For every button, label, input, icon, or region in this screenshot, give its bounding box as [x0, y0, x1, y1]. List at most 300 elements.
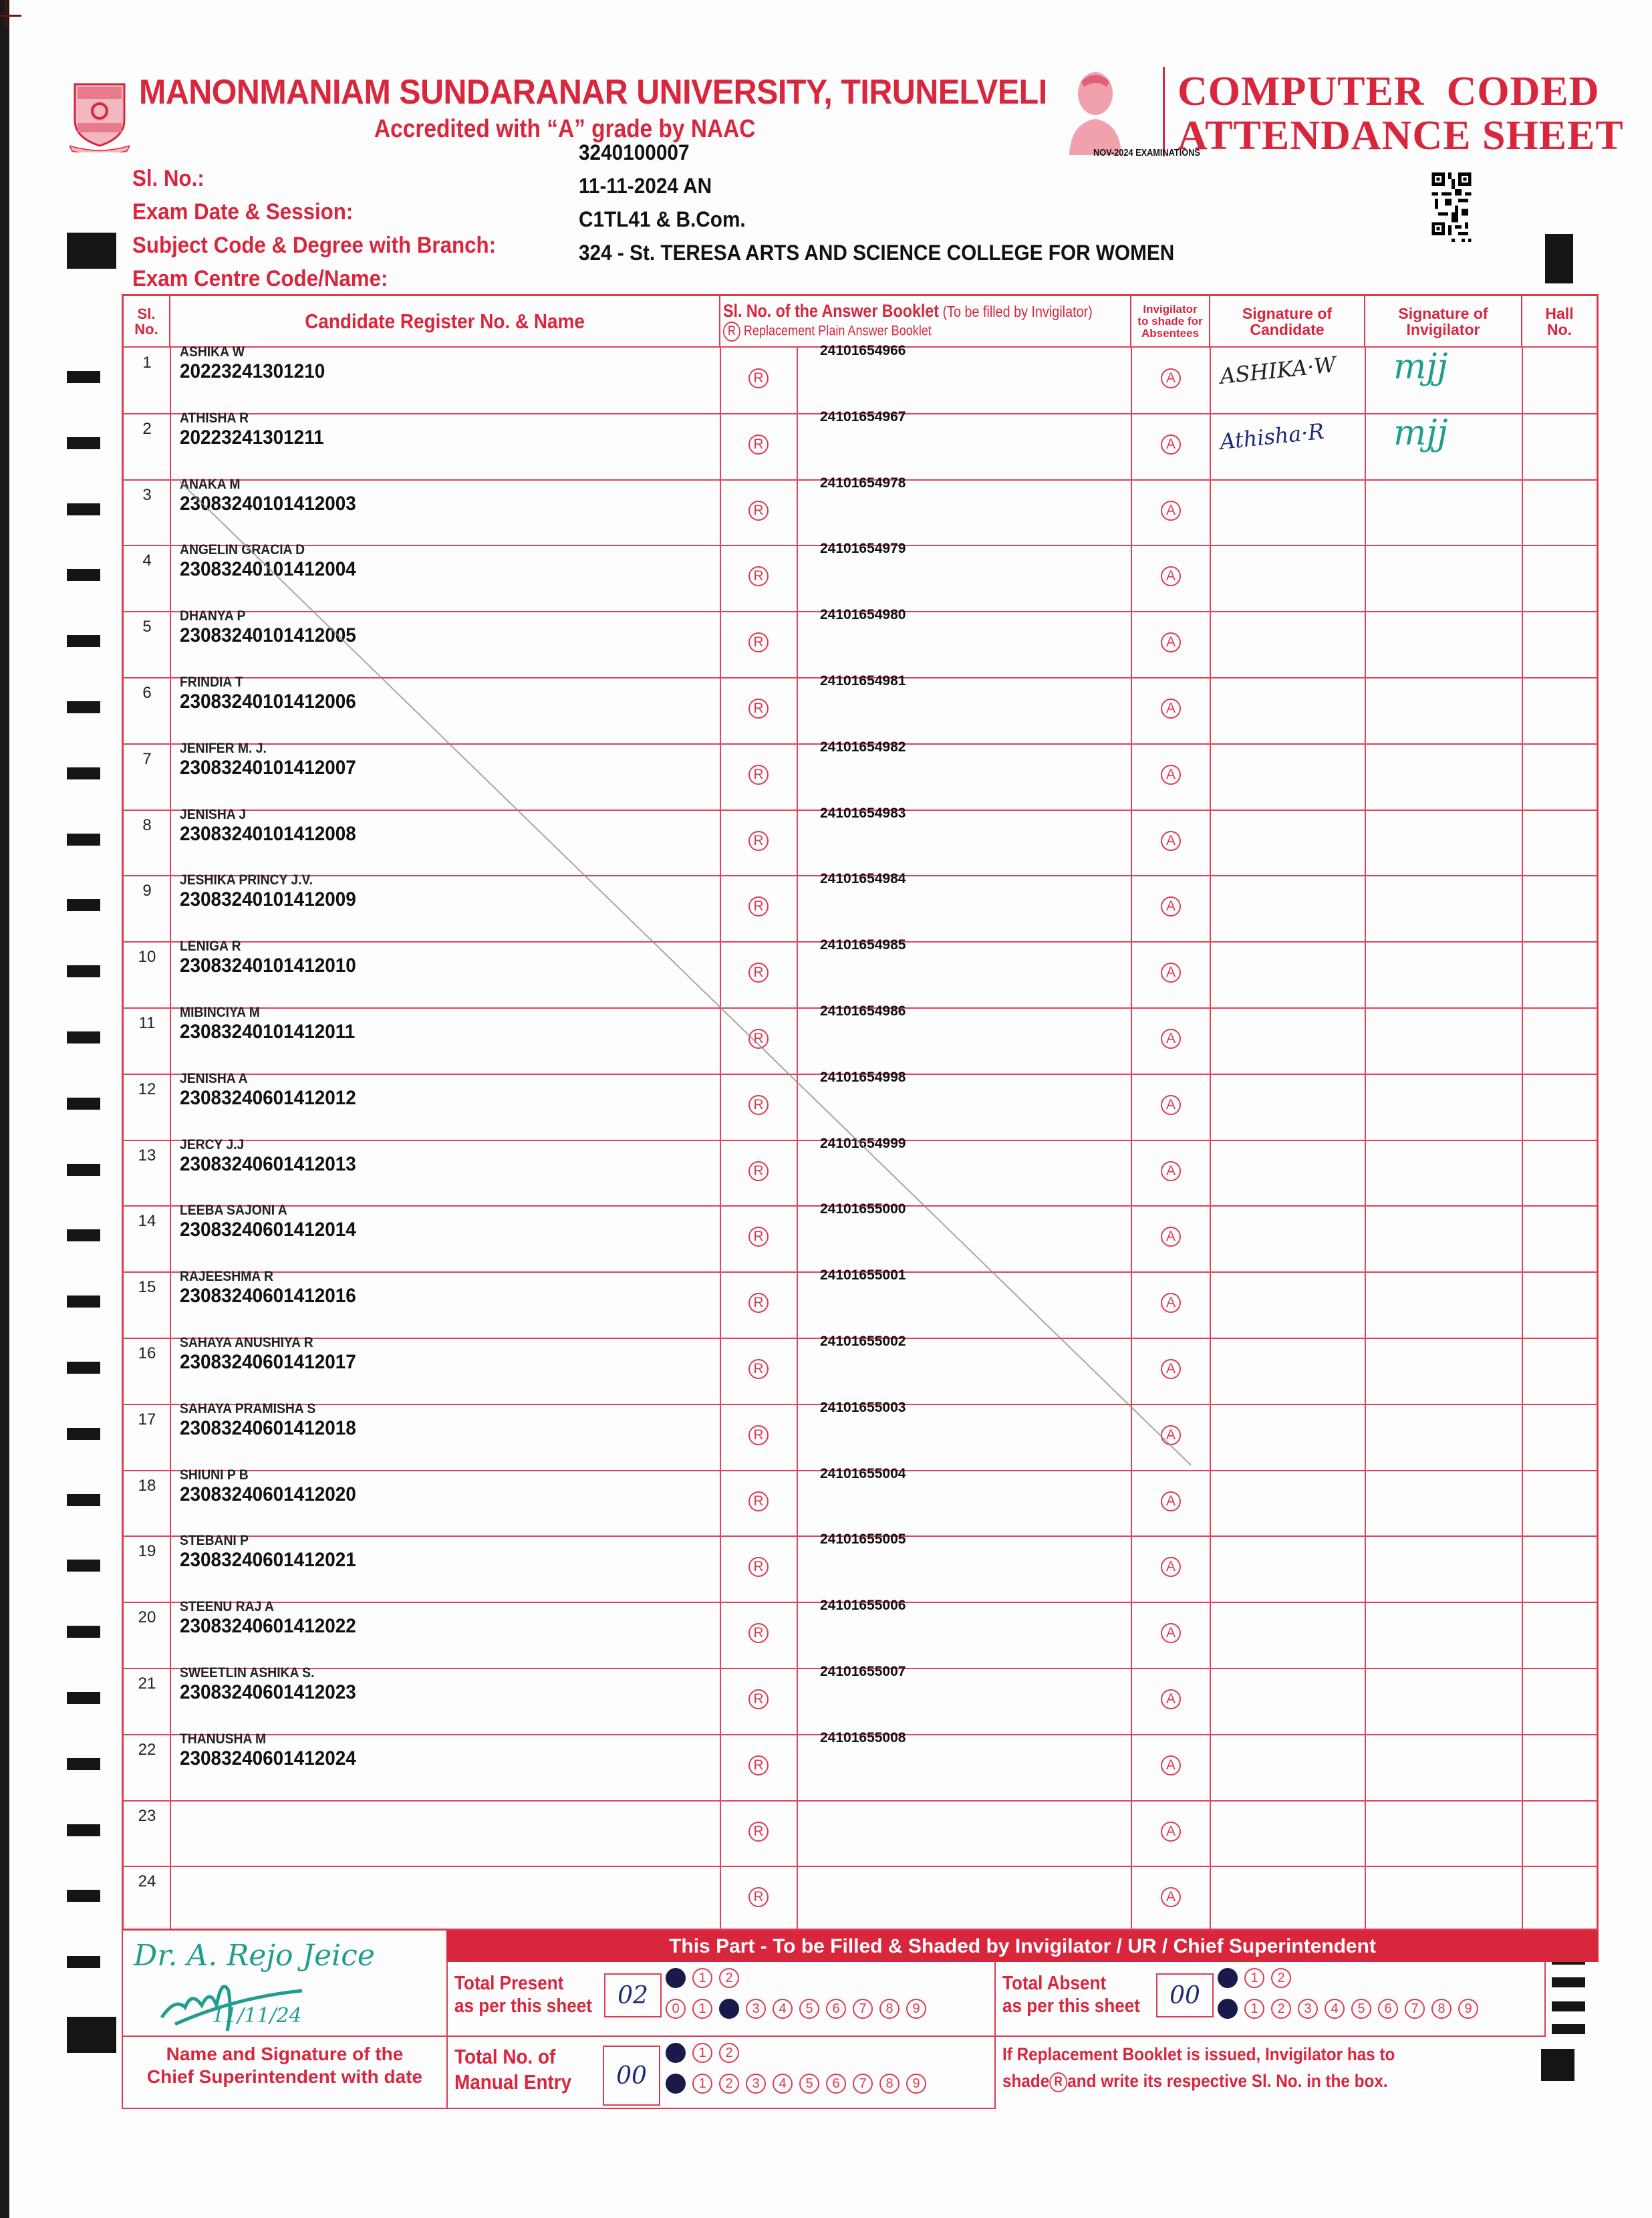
present-tens-bubble[interactable]: 0 — [666, 1968, 686, 1988]
candidate-register-no: 23083240101412008 — [180, 822, 356, 845]
table-row — [124, 1531, 1597, 1602]
present-units-bubble[interactable]: 3 — [746, 1999, 766, 2019]
scan-edge — [0, 0, 9, 2218]
absent-bubble[interactable]: A — [1161, 1689, 1181, 1709]
row-sl-no: 9 — [142, 882, 152, 900]
absent-bubble[interactable]: A — [1161, 501, 1181, 521]
answer-booklet-no: 24101654982 — [820, 739, 906, 755]
table-row — [124, 1465, 1597, 1536]
candidate-name: THANUSHA M — [180, 1731, 267, 1747]
answer-booklet-no: 24101654983 — [820, 805, 906, 821]
timing-mark — [67, 503, 100, 515]
timing-mark — [67, 1362, 100, 1374]
hall-no-cell[interactable] — [1523, 1007, 1595, 1072]
replacement-bubble[interactable]: R — [748, 896, 769, 916]
hall-no-cell[interactable] — [1523, 545, 1595, 609]
row-sl-no: 2 — [142, 419, 152, 438]
invigilator-signature: mjj — [1393, 412, 1448, 453]
header-absentee-line1: Invigilator — [1143, 303, 1198, 316]
sheet-title-line1: COMPUTER CODED — [1178, 69, 1600, 114]
hall-no-cell[interactable] — [1523, 810, 1595, 874]
header-sl-no-line2: No. — [134, 321, 158, 338]
hall-no-cell[interactable] — [1523, 479, 1595, 543]
absent-bubble[interactable]: A — [1161, 699, 1181, 719]
answer-booklet-no: 24101654981 — [820, 673, 906, 689]
timing-mark — [67, 371, 100, 383]
absent-bubble[interactable]: A — [1161, 566, 1181, 586]
alignment-mark — [1545, 234, 1573, 283]
header-absentee-line3: Absentees — [1141, 326, 1199, 340]
replacement-bubble[interactable]: R — [748, 632, 769, 652]
timing-mark — [67, 1164, 100, 1176]
hall-no-cell[interactable] — [1523, 1800, 1595, 1864]
timing-mark — [67, 569, 100, 581]
header-sig-candidate-line2: Candidate — [1250, 321, 1325, 338]
total-absent-label — [1002, 1972, 1140, 2017]
timing-mark — [1552, 2001, 1585, 2011]
hall-no-cell[interactable] — [1523, 347, 1595, 411]
header-sig-invigilator-line2: Invigilator — [1406, 321, 1480, 338]
table-row — [124, 1069, 1597, 1140]
timing-mark — [1552, 1977, 1585, 1987]
replacement-icon: R — [1049, 2072, 1067, 2092]
replacement-bubble[interactable]: R — [748, 1623, 769, 1643]
answer-booklet-no: 24101654984 — [820, 871, 906, 887]
header-booklet-title: Sl. No. of the Answer Booklet — [723, 300, 939, 321]
answer-booklet-no: 24101655003 — [820, 1399, 906, 1415]
timing-mark — [67, 965, 100, 977]
present-units-bubble[interactable]: 8 — [879, 1999, 900, 2019]
total-present-label-line2: as per this sheet — [454, 1995, 592, 2017]
total-present-label-line1: Total Present — [454, 1973, 564, 1994]
absent-units-bubble[interactable]: 2 — [1271, 1999, 1291, 2019]
timing-mark — [67, 1560, 100, 1572]
row-sl-no: 16 — [138, 1344, 156, 1362]
hall-no-cell[interactable] — [1523, 413, 1595, 477]
absent-tens-bubble[interactable]: 0 — [1218, 1968, 1238, 1988]
timing-mark — [67, 1098, 100, 1110]
hall-no-cell[interactable] — [1523, 1271, 1595, 1336]
replacement-bubble[interactable]: R — [748, 765, 769, 785]
candidate-name: LEEBA SAJONI A — [180, 1203, 287, 1219]
total-present-label — [454, 1972, 592, 2017]
hall-no-cell[interactable] — [1523, 1470, 1595, 1534]
hall-no-cell[interactable] — [1523, 1338, 1595, 1402]
exam-date-value: 11-11-2024 AN — [579, 174, 712, 198]
qr-code-icon — [1431, 172, 1472, 242]
candidate-register-no: 23083240601412014 — [180, 1219, 356, 1241]
row-sl-no: 8 — [142, 816, 152, 834]
candidate-register-no: 23083240101412003 — [180, 492, 356, 515]
absent-bubble[interactable]: A — [1161, 1755, 1181, 1775]
header-sig-invigilator-line1: Signature of — [1398, 304, 1488, 322]
candidate-register-no: 23083240601412018 — [180, 1416, 356, 1439]
answer-booklet-no: 24101654978 — [820, 475, 906, 491]
answer-booklet-no: 24101654967 — [820, 408, 906, 424]
candidate-register-no: 23083240101412006 — [180, 691, 356, 713]
absent-bubble[interactable]: A — [1161, 1425, 1181, 1445]
total-present-input[interactable]: 02 — [604, 1973, 662, 2017]
table-row — [124, 673, 1597, 743]
present-units-bubble[interactable]: 0 — [666, 1999, 686, 2019]
candidate-register-no: 23083240601412022 — [180, 1615, 356, 1638]
replacement-bubble[interactable]: R — [748, 1293, 769, 1313]
timing-mark — [67, 1626, 100, 1638]
hall-no-cell[interactable] — [1523, 941, 1595, 1005]
present-units-bubble[interactable]: 4 — [773, 1999, 793, 2019]
absent-tens-bubble[interactable]: 2 — [1271, 1968, 1291, 1988]
absent-tens-bubble[interactable]: 1 — [1244, 1968, 1264, 1988]
sl-no-value: 3240100007 — [579, 140, 690, 164]
row-divider — [124, 1800, 1597, 1802]
candidate-register-no: 23083240601412023 — [180, 1681, 356, 1703]
hall-no-cell[interactable] — [1523, 875, 1595, 939]
table-row — [124, 1201, 1597, 1271]
timing-mark — [67, 899, 100, 911]
chief-signature-date: 11/11/24 — [212, 2004, 302, 2027]
row-sl-no: 7 — [142, 749, 152, 768]
candidate-name: STEBANI P — [180, 1533, 249, 1549]
row-sl-no: 21 — [138, 1675, 156, 1693]
row-sl-no: 13 — [138, 1146, 156, 1164]
candidate-name: ANGELIN GRACIA D — [180, 542, 305, 558]
table-row — [124, 871, 1597, 941]
manual-units-bubble[interactable]: 6 — [826, 2074, 846, 2094]
row-sl-no: 18 — [138, 1476, 156, 1495]
table-row — [124, 1664, 1597, 1734]
replacement-bubble[interactable]: R — [748, 566, 769, 586]
replacement-note — [1002, 2041, 1395, 2094]
timing-mark — [67, 437, 100, 449]
present-units-bubble[interactable]: 7 — [853, 1999, 873, 2019]
replacement-bubble[interactable]: R — [748, 831, 769, 851]
timing-mark — [67, 701, 100, 713]
header-sl-no-line1: Sl. — [137, 305, 156, 322]
crop-mark — [5, 0, 7, 27]
chief-label-line2: Chief Superintendent with date — [146, 2066, 423, 2087]
answer-booklet-no: 24101654986 — [820, 1003, 906, 1019]
chief-label-line1: Name and Signature of the — [166, 2044, 404, 2064]
candidate-register-no: 23083240101412004 — [180, 558, 356, 581]
candidate-name: ASHIKA W — [180, 344, 245, 360]
candidate-name: STEENU RAJ A — [180, 1599, 274, 1615]
table-row — [124, 1729, 1597, 1800]
table-row — [124, 739, 1597, 810]
row-sl-no: 14 — [138, 1212, 156, 1231]
examination-session: NOV-2024 EXAMINATIONS — [1093, 147, 1200, 158]
alignment-mark — [67, 233, 116, 269]
hall-no-cell[interactable] — [1523, 1074, 1595, 1138]
table-row — [124, 343, 1597, 413]
replacement-bubble[interactable]: R — [748, 1029, 769, 1049]
absent-bubble[interactable]: A — [1161, 1359, 1181, 1379]
crop-mark — [0, 15, 21, 17]
replacement-bubble[interactable]: R — [748, 963, 769, 983]
accreditation-text: Accredited with “A” grade by NAAC — [374, 115, 756, 143]
answer-booklet-no: 24101654979 — [820, 541, 906, 557]
candidate-register-no: 20223241301211 — [180, 426, 324, 449]
exam-date-label: Exam Date & Session: — [132, 199, 354, 225]
absent-bubble[interactable]: A — [1161, 1491, 1181, 1511]
present-units-bubble[interactable]: 1 — [692, 1999, 712, 2019]
absent-bubble[interactable]: A — [1161, 765, 1181, 785]
absent-bubble[interactable]: A — [1161, 368, 1181, 388]
present-tens-bubble[interactable]: 2 — [719, 1968, 739, 1988]
absent-bubble[interactable]: A — [1161, 896, 1181, 916]
timing-mark — [67, 834, 100, 846]
attendance-table — [122, 294, 1599, 1931]
answer-booklet-no: 24101654985 — [820, 937, 906, 953]
manual-units-bubble[interactable]: 9 — [906, 2074, 926, 2094]
answer-booklet-no: 24101654980 — [820, 607, 906, 623]
candidate-register-no: 23083240601412016 — [180, 1285, 356, 1308]
timing-mark — [67, 1296, 100, 1308]
replacement-bubble[interactable]: R — [748, 435, 769, 455]
hall-no-cell[interactable] — [1523, 1602, 1595, 1666]
footer-divider — [122, 2036, 448, 2037]
hall-no-cell[interactable] — [1523, 1140, 1595, 1204]
table-row — [124, 541, 1597, 611]
table-row — [124, 1399, 1597, 1470]
absent-units-bubble[interactable]: 3 — [1298, 1999, 1318, 2019]
replacement-bubble[interactable]: R — [748, 1689, 769, 1709]
candidate-register-no: 23083240601412024 — [180, 1747, 356, 1769]
absent-bubble[interactable]: A — [1161, 1887, 1181, 1907]
absent-bubble[interactable]: A — [1161, 1822, 1181, 1842]
absent-bubble[interactable]: A — [1161, 632, 1181, 652]
row-sl-no: 4 — [142, 551, 152, 570]
total-absent-input[interactable]: 00 — [1156, 1973, 1214, 2017]
replacement-bubble[interactable]: R — [748, 501, 769, 521]
present-units-bubble[interactable]: 2 — [719, 1999, 739, 2019]
row-sl-no: 15 — [138, 1278, 156, 1297]
timing-mark — [67, 1956, 100, 1968]
absent-units-bubble[interactable]: 8 — [1431, 1999, 1452, 2019]
candidate-register-no: 23083240101412005 — [180, 624, 356, 647]
present-units-bubble[interactable]: 5 — [799, 1999, 819, 2019]
manual-units-bubble[interactable]: 2 — [719, 2074, 739, 2094]
absent-bubble[interactable]: A — [1161, 1557, 1181, 1577]
timing-mark — [67, 1031, 100, 1043]
manual-units-bubble[interactable]: 4 — [773, 2074, 793, 2094]
chief-signature-name: Dr. A. Rejo Jeice — [134, 1939, 375, 1973]
absent-units-bubble[interactable]: 1 — [1244, 1999, 1264, 2019]
table-row — [124, 1334, 1597, 1404]
replacement-bubble[interactable]: R — [748, 1822, 769, 1842]
answer-booklet-no: 24101655007 — [820, 1664, 906, 1679]
absent-bubble[interactable]: A — [1161, 1095, 1181, 1115]
header-booklet-note: (To be filled by Invigilator) — [938, 302, 1093, 320]
alignment-mark — [67, 2017, 116, 2053]
manual-entry-label — [454, 2044, 571, 2095]
manual-tens-bubble[interactable]: 1 — [692, 2043, 712, 2063]
footer-band-title: This Part - To be Filled & Shaded by Invigilator / UR / Chief Superintendent — [446, 1931, 1599, 1962]
candidate-name: SAHAYA ANUSHIYA R — [180, 1335, 313, 1350]
absent-bubble[interactable]: A — [1161, 1293, 1181, 1313]
timing-mark — [67, 1494, 100, 1506]
absent-units-bubble[interactable]: 0 — [1218, 1999, 1238, 2019]
candidate-register-no: 23083240101412009 — [180, 888, 356, 911]
row-sl-no: 23 — [138, 1806, 156, 1825]
candidate-register-no: 23083240601412013 — [180, 1152, 356, 1175]
candidate-name: JENISHA J — [180, 806, 247, 822]
timing-mark — [67, 1428, 100, 1440]
absent-bubble[interactable]: A — [1161, 435, 1181, 455]
header-candidate-text: Candidate Register No. & Name — [305, 309, 585, 333]
hall-no-cell[interactable] — [1523, 1866, 1595, 1930]
header-candidate — [170, 296, 720, 347]
present-tens-bubble[interactable]: 1 — [692, 1968, 712, 1988]
absent-bubble[interactable]: A — [1161, 1227, 1181, 1247]
university-crest-icon — [70, 82, 130, 152]
absent-units-bubble[interactable]: 4 — [1325, 1999, 1345, 2019]
absent-bubble[interactable]: A — [1161, 1161, 1181, 1181]
total-absent-label-line1: Total Absent — [1002, 1973, 1107, 1994]
candidate-name: RAJEESHMA R — [180, 1269, 273, 1285]
hall-no-cell[interactable] — [1523, 677, 1595, 741]
candidate-name: LENIGA R — [180, 939, 241, 955]
manual-entry-input[interactable]: 00 — [603, 2046, 660, 2106]
exam-centre-label: Exam Centre Code/Name: — [132, 266, 388, 291]
hall-no-cell[interactable] — [1523, 1668, 1595, 1732]
header-absentee — [1131, 296, 1210, 347]
candidate-name: ANAKA M — [180, 476, 241, 492]
absent-bubble[interactable]: A — [1161, 963, 1181, 983]
manual-tens-bubble[interactable]: 2 — [719, 2043, 739, 2063]
timing-mark — [67, 1758, 100, 1770]
manual-tens-bubble[interactable]: 0 — [666, 2043, 686, 2063]
replacement-bubble[interactable]: R — [748, 1095, 769, 1115]
manual-units-bubble[interactable]: 3 — [746, 2074, 766, 2094]
replacement-icon: R — [723, 322, 740, 342]
row-sl-no: 10 — [138, 948, 156, 967]
absent-bubble[interactable]: A — [1161, 1623, 1181, 1643]
replacement-bubble[interactable]: R — [748, 1491, 769, 1511]
row-divider — [124, 1866, 1597, 1867]
row-sl-no: 24 — [138, 1872, 156, 1891]
note-rest-text: and write its respective Sl. No. in the box. — [1067, 2071, 1388, 2091]
header-hall — [1522, 296, 1597, 347]
subject-value: C1TL41 & B.Com. — [579, 207, 746, 231]
replacement-bubble[interactable]: R — [748, 1359, 769, 1379]
row-sl-no: 6 — [142, 684, 152, 702]
absent-units-bubble[interactable]: 9 — [1458, 1999, 1478, 2019]
manual-entry-label-line1: Total No. of — [454, 2045, 556, 2068]
hall-no-cell[interactable] — [1523, 1734, 1595, 1798]
header-hall-line2: No. — [1546, 321, 1572, 338]
replacement-note-line2 — [1002, 2068, 1395, 2094]
hall-no-cell[interactable] — [1523, 1205, 1595, 1269]
table-row — [124, 1800, 1597, 1866]
candidate-name: JENISHA A — [180, 1070, 248, 1086]
timing-mark — [67, 1890, 100, 1902]
note-shade-text: shade — [1002, 2071, 1050, 2091]
answer-booklet-no: 24101654999 — [820, 1135, 906, 1151]
candidate-register-no: 23083240601412021 — [180, 1549, 356, 1572]
candidate-name: JENIFER M. J. — [180, 740, 267, 756]
timing-mark — [67, 1824, 100, 1836]
hall-no-cell[interactable] — [1523, 743, 1595, 808]
row-sl-no: 19 — [138, 1542, 156, 1561]
replacement-bubble[interactable]: R — [748, 1557, 769, 1577]
header-sig-candidate-line1: Signature of — [1242, 304, 1333, 322]
replacement-note-line1: If Replacement Booklet is issued, Invigilator has to — [1002, 2044, 1395, 2064]
timing-mark — [67, 1229, 100, 1241]
row-sl-no: 5 — [142, 618, 152, 636]
present-units-bubble[interactable]: 6 — [826, 1999, 846, 2019]
replacement-bubble[interactable]: R — [748, 1887, 769, 1907]
replacement-bubble[interactable]: R — [748, 368, 769, 388]
row-sl-no: 17 — [138, 1410, 156, 1429]
table-row — [124, 805, 1597, 876]
absent-units-bubble[interactable]: 7 — [1405, 1999, 1425, 2019]
header-sig-candidate — [1210, 296, 1365, 347]
hall-no-cell[interactable] — [1523, 1535, 1595, 1600]
header-booklet — [720, 296, 1131, 347]
hall-no-cell[interactable] — [1523, 611, 1595, 675]
replacement-bubble[interactable]: R — [748, 1227, 769, 1247]
row-sl-no: 11 — [138, 1014, 156, 1032]
answer-booklet-no: 24101654966 — [820, 343, 906, 358]
present-units-bubble[interactable]: 9 — [906, 1999, 926, 2019]
candidate-register-no: 20223241301210 — [180, 360, 325, 382]
candidate-name: JERCY J.J — [180, 1136, 245, 1152]
row-sl-no: 3 — [142, 485, 152, 504]
manual-units-bubble[interactable]: 7 — [853, 2074, 873, 2094]
manual-units-bubble[interactable]: 0 — [666, 2074, 686, 2094]
candidate-register-no: 23083240101412011 — [180, 1021, 356, 1043]
invigilator-signature: mjj — [1393, 347, 1448, 387]
table-row — [124, 937, 1597, 1007]
header-hall-line1: Hall — [1545, 304, 1574, 322]
university-name: MANONMANIAM SUNDARANAR UNIVERSITY, TIRUNELVELI — [139, 73, 1047, 112]
replacement-bubble[interactable]: R — [748, 1161, 769, 1181]
candidate-name: SWEETLIN ASHIKA S. — [180, 1665, 315, 1681]
answer-booklet-no: 24101655006 — [820, 1598, 906, 1614]
candidate-name: DHANYA P — [180, 608, 246, 624]
absent-units-bubble[interactable]: 5 — [1351, 1999, 1371, 2019]
candidate-register-no: 23083240101412010 — [180, 955, 356, 977]
manual-units-bubble[interactable]: 8 — [879, 2074, 900, 2094]
sheet-title-line2: ATTENDANCE SHEET — [1178, 113, 1624, 158]
hall-no-cell[interactable] — [1523, 1404, 1595, 1468]
answer-booklet-no: 24101654998 — [820, 1069, 906, 1085]
candidate-name: ATHISHA R — [180, 410, 249, 426]
table-row — [124, 1135, 1597, 1206]
sl-no-label: Sl. No.: — [132, 166, 204, 191]
manual-units-bubble[interactable]: 5 — [799, 2074, 819, 2094]
candidate-signature: Athisha·R — [1218, 418, 1326, 455]
manual-units-bubble[interactable]: 1 — [692, 2074, 712, 2094]
replacement-bubble[interactable]: R — [748, 1755, 769, 1775]
answer-booklet-no: 24101655001 — [820, 1267, 906, 1283]
absent-bubble[interactable]: A — [1161, 1029, 1181, 1049]
absent-units-bubble[interactable]: 6 — [1378, 1999, 1398, 2019]
table-row — [124, 607, 1597, 677]
absent-bubble[interactable]: A — [1161, 831, 1181, 851]
table-row — [124, 1866, 1597, 1932]
candidate-name: SAHAYA PRAMISHA S — [180, 1400, 316, 1416]
replacement-bubble[interactable]: R — [748, 1425, 769, 1445]
answer-booklet-no: 24101655002 — [820, 1334, 906, 1349]
candidate-signature: ASHIKA·W — [1218, 351, 1337, 390]
candidate-register-no: 23083240601412020 — [180, 1483, 356, 1505]
timing-mark — [1552, 2024, 1585, 2034]
header-sl-no — [124, 296, 170, 347]
replacement-bubble[interactable]: R — [748, 699, 769, 719]
manual-entry-label-line2: Manual Entry — [454, 2070, 572, 2094]
row-sl-no: 22 — [138, 1740, 156, 1759]
